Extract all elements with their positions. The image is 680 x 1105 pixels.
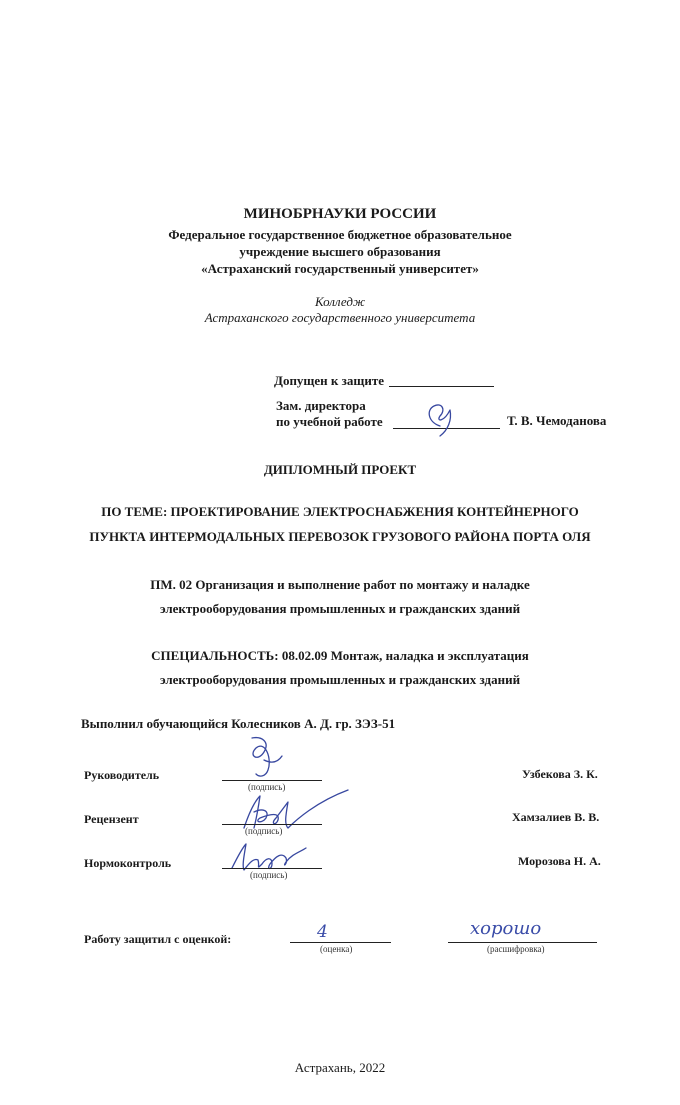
grade-caption: (оценка) (320, 944, 353, 954)
college-line-2: Астраханского государственного университета (204, 310, 476, 325)
director-name: Т. В. Чемоданова (507, 413, 607, 428)
city-year: Астрахань, 2022 (294, 1060, 386, 1075)
position-line-2: по учебной работе (276, 414, 383, 429)
supervisor-name: Узбекова З. К. (522, 767, 598, 781)
reviewer-name: Хамзалиев В. В. (512, 810, 600, 824)
grade-text: хорошо (470, 918, 542, 939)
module-line-1: ПМ. 02 Организация и выполнение работ по монтажу и наладке (150, 577, 530, 592)
ministry-heading: МИНОБРНАУКИ РОССИИ (243, 206, 437, 222)
module-line-2: электрооборудования промышленных и гражданских зданий (159, 601, 521, 616)
supervisor-role: Руководитель (84, 768, 160, 782)
position-line-1: Зам. директора (276, 398, 366, 413)
norm-control-name: Морозова Н. А. (518, 854, 601, 868)
supervisor-signature-line (222, 780, 322, 781)
specialty-line-2: электрооборудования промышленных и гражданских зданий (159, 672, 521, 687)
norm-control-role: Нормоконтроль (84, 856, 172, 870)
grade-text-caption: (расшифровка) (487, 944, 545, 954)
college-line-1: Колледж (314, 294, 366, 309)
norm-control-signature-line (222, 868, 322, 869)
defense-label: Работу защитил с оценкой: (84, 932, 232, 946)
norm-control-signature-caption: (подпись) (250, 870, 288, 880)
grade-value: 4 (317, 922, 328, 942)
director-signature (410, 392, 470, 437)
supervisor-signature-caption: (подпись) (248, 782, 286, 792)
reviewer-role: Рецензент (84, 812, 139, 826)
admitted-signature-line (389, 386, 494, 387)
institution-line-2: учреждение высшего образования (239, 244, 441, 259)
reviewer-signature-line (222, 824, 322, 825)
grade-line (290, 942, 391, 943)
topic-line-2: ПУНКТА ИНТЕРМОДАЛЬНЫХ ПЕРЕВОЗОК ГРУЗОВОГО РАЙОНА ПОРТА ОЛЯ (89, 529, 591, 544)
grade-text-line (448, 942, 597, 943)
university-name: «Астраханский государственный университет» (201, 261, 479, 276)
reviewer-signature-caption: (подпись) (245, 826, 283, 836)
specialty-line-1: СПЕЦИАЛЬНОСТЬ: 08.02.09 Монтаж, наладка и эксплуатация (151, 648, 529, 663)
performed-by: Выполнил обучающийся Колесников А. Д. гр. ЗЭЗ-51 (81, 716, 396, 731)
supervisor-signature (238, 730, 298, 790)
admitted-label: Допущен к защите (274, 373, 385, 388)
institution-line-1: Федеральное государственное бюджетное образовательное (168, 227, 512, 242)
project-type-title: ДИПЛОМНЫЙ ПРОЕКТ (263, 462, 417, 477)
topic-line-1: ПО ТЕМЕ: ПРОЕКТИРОВАНИЕ ЭЛЕКТРОСНАБЖЕНИЯ КОНТЕЙНЕРНОГО (101, 504, 579, 519)
